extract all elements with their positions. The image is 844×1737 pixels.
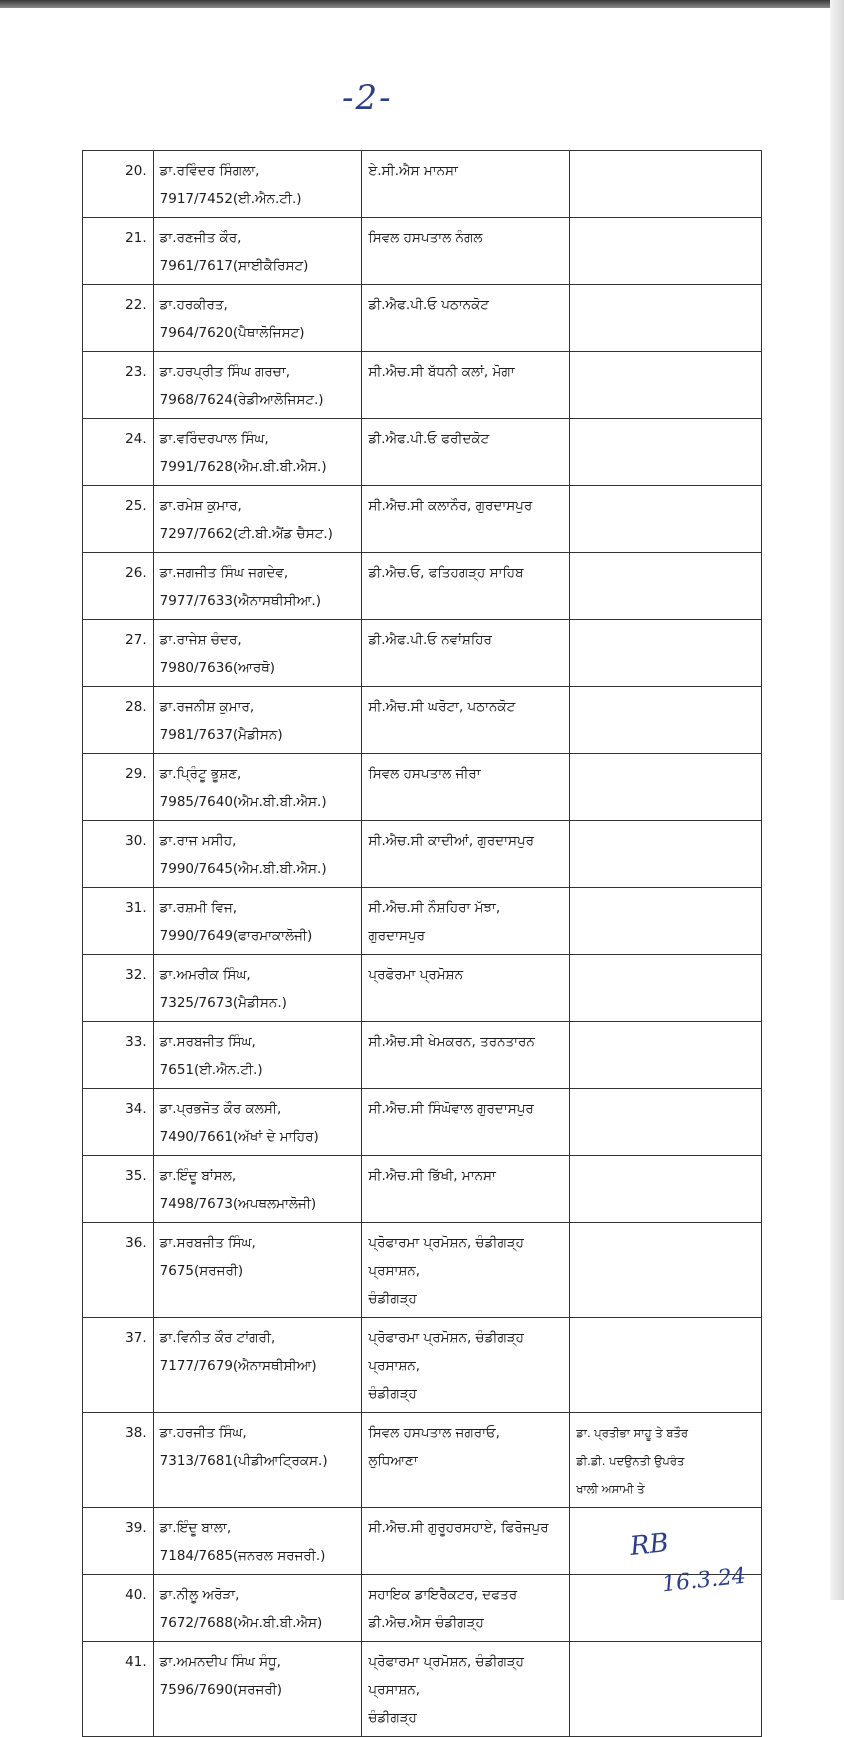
posting-place: ਪ੍ਰਫੋਰਮਾ ਪ੍ਰਮੋਸ਼ਨ — [368, 967, 464, 983]
doctor-cell — [153, 821, 362, 888]
remark-cell — [570, 955, 762, 1022]
serial-number: 31. — [83, 888, 154, 955]
doctor-name: ਡਾ.ਰਾਜੇਸ਼ ਚੰਦਰ, — [159, 632, 242, 648]
posting-place: ਸੀ.ਐਚ.ਸੀ ਕਾਦੀਆਂ, ਗੁਰਦਾਸਪੁਰ — [368, 833, 535, 849]
table-row — [83, 955, 762, 1022]
doctor-cell — [153, 419, 362, 486]
doctor-code-speciality: 7675(ਸਰਜਰੀ) — [159, 1263, 244, 1279]
remark-text: ਡਾ. ਪ੍ਰਤੀਭਾ ਸਾਹੂ ਤੇ ਬਤੌਰ — [576, 1426, 689, 1440]
serial-number: 23. — [83, 352, 154, 419]
doctor-name: ਡਾ.ਜਗਜੀਤ ਸਿੰਘ ਜਗਦੇਵ, — [159, 565, 289, 581]
serial-number: 38. — [83, 1413, 154, 1508]
remark-text-line3: ਖਾਲੀ ਅਸਾਮੀ ਤੇ — [576, 1482, 645, 1496]
serial-number: 28. — [83, 687, 154, 754]
doctor-name: ਡਾ.ਨੀਲੂ ਅਰੋੜਾ, — [159, 1587, 240, 1603]
posting-cell — [362, 1508, 570, 1575]
remark-cell — [570, 687, 762, 754]
serial-number: 29. — [83, 754, 154, 821]
posting-cell — [362, 1022, 570, 1089]
posting-place: ਸੀ.ਐਚ.ਸੀ ਨੌਸ਼ਹਿਰਾ ਮੱਝਾ, — [368, 900, 501, 916]
posting-place: ਏ.ਸੀ.ਐਸ ਮਾਨਸਾ — [368, 163, 458, 179]
remark-cell — [570, 486, 762, 553]
table-row — [83, 687, 762, 754]
posting-cell — [362, 1223, 570, 1318]
remark-cell — [570, 754, 762, 821]
posting-place: ਸਿਵਲ ਹਸਪਤਾਲ ਜਗਰਾਓ, — [368, 1425, 500, 1441]
posting-cell — [362, 888, 570, 955]
table-row — [83, 1642, 762, 1737]
doctor-code-speciality: 7977/7633(ਐਨਾਸਥੀਸੀਆ.) — [159, 593, 321, 609]
doctor-cell — [153, 1318, 362, 1413]
remark-cell — [570, 1089, 762, 1156]
doctor-code-speciality: 7490/7661(ਅੱਖਾਂ ਦੇ ਮਾਹਿਰ) — [159, 1129, 319, 1145]
serial-number: 40. — [83, 1575, 154, 1642]
signature-date: 16.3.24 — [660, 1563, 748, 1598]
doctor-name: ਡਾ.ਹਰਜੀਤ ਸਿੰਘ, — [159, 1425, 247, 1441]
table-row — [83, 352, 762, 419]
doctor-cell — [153, 687, 362, 754]
table-row — [83, 1089, 762, 1156]
posting-cell — [362, 218, 570, 285]
doctor-code-speciality: 7596/7690(ਸਰਜਰੀ) — [159, 1682, 283, 1698]
remark-cell — [570, 285, 762, 352]
table-row — [83, 1575, 762, 1642]
doctor-cell — [153, 352, 362, 419]
posting-cell — [362, 754, 570, 821]
handwritten-signature: RB — [628, 1528, 671, 1562]
posting-cell — [362, 151, 570, 218]
doctor-code-speciality: 7177/7679(ਐਨਾਸਥੀਸੀਆ) — [159, 1358, 317, 1374]
doctor-name: ਡਾ.ਰਾਜ ਮਸੀਹ, — [159, 833, 237, 849]
posting-place: ਸੀ.ਐਚ.ਸੀ ਖੇਮਕਰਨ, ਤਰਨਤਾਰਨ — [368, 1034, 535, 1050]
posting-cell — [362, 1156, 570, 1223]
remark-cell — [570, 821, 762, 888]
doctor-code-speciality: 7985/7640(ਐਮ.ਬੀ.ਬੀ.ਐਸ.) — [159, 794, 327, 810]
doctor-name: ਡਾ.ਰਣਜੀਤ ਕੌਰ, — [159, 230, 242, 246]
doctor-name: ਡਾ.ਅਮਰੀਕ ਸਿੰਘ, — [159, 967, 251, 983]
doctor-cell — [153, 151, 362, 218]
doctor-cell — [153, 1223, 362, 1318]
posting-place: ਡੀ.ਐਫ.ਪੀ.ਓ ਨਵਾਂਸ਼ਹਿਰ — [368, 632, 492, 648]
table-row — [83, 285, 762, 352]
posting-place: ਸੀ.ਐਚ.ਸੀ ਗੁਰੂਹਰਸਹਾਏ, ਫਿਰੋਜਪੁਰ — [368, 1520, 549, 1536]
remark-cell — [570, 1223, 762, 1318]
posting-cell — [362, 553, 570, 620]
remark-cell — [570, 1642, 762, 1737]
doctor-code-speciality: 7990/7645(ਐਮ.ਬੀ.ਬੀ.ਐਸ.) — [159, 861, 327, 877]
doctor-cell — [153, 486, 362, 553]
remark-cell — [570, 1413, 762, 1508]
serial-number: 34. — [83, 1089, 154, 1156]
doctor-code-speciality: 7672/7688(ਐਮ.ਬੀ.ਬੀ.ਐਸ) — [159, 1615, 323, 1631]
doctor-name: ਡਾ.ਰਜਨੀਸ਼ ਕੁਮਾਰ, — [159, 699, 255, 715]
serial-number: 37. — [83, 1318, 154, 1413]
doctor-cell — [153, 620, 362, 687]
doctor-name: ਡਾ.ਅਮਨਦੀਪ ਸਿੰਘ ਸੰਧੂ, — [159, 1654, 281, 1670]
posting-place-line2: ਚੰਡੀਗੜ੍ਹ — [368, 1291, 417, 1307]
doctor-cell — [153, 1156, 362, 1223]
doctor-code-speciality: 7297/7662(ਟੀ.ਬੀ.ਐਂਡ ਚੈਸਟ.) — [159, 526, 333, 542]
doctor-cell — [153, 285, 362, 352]
remark-cell — [570, 1318, 762, 1413]
posting-cell — [362, 821, 570, 888]
table-row — [83, 1413, 762, 1508]
doctor-cell — [153, 1642, 362, 1737]
doctor-code-speciality: 7991/7628(ਐਮ.ਬੀ.ਬੀ.ਐਸ.) — [159, 459, 327, 475]
posting-cell — [362, 1318, 570, 1413]
doctor-name: ਡਾ.ਪ੍ਰਭਜੋਤ ਕੌਰ ਕਲਸੀ, — [159, 1101, 282, 1117]
posting-place: ਸਿਵਲ ਹਸਪਤਾਲ ਜੀਰਾ — [368, 766, 481, 782]
posting-place: ਸੀ.ਐਚ.ਸੀ ਸਿੰਘੋਵਾਲ ਗੁਰਦਾਸਪੁਰ — [368, 1101, 534, 1117]
serial-number: 25. — [83, 486, 154, 553]
doctor-cell — [153, 1508, 362, 1575]
posting-place-line2: ਲੁਧਿਆਣਾ — [368, 1453, 418, 1469]
doctor-name: ਡਾ.ਹਰਪ੍ਰੀਤ ਸਿੰਘ ਗਰਚਾ, — [159, 364, 291, 380]
posting-cell — [362, 687, 570, 754]
doctor-code-speciality: 7498/7673(ਅਪਥਲਮਾਲੋਜੀ) — [159, 1196, 317, 1212]
doctor-name: ਡਾ.ਇੰਦੂ ਬਾਲਾ, — [159, 1520, 232, 1536]
doctor-cell — [153, 754, 362, 821]
posting-cell — [362, 486, 570, 553]
doctor-code-speciality: 7651(ਈ.ਐਨ.ਟੀ.) — [159, 1062, 263, 1078]
doctor-code-speciality: 7968/7624(ਰੇਡੀਆਲੋਜਿਸਟ.) — [159, 392, 324, 408]
serial-number: 22. — [83, 285, 154, 352]
remark-cell — [570, 419, 762, 486]
posting-table-body — [83, 151, 762, 1737]
doctor-name: ਡਾ.ਰਸ਼ਮੀ ਵਿਜ, — [159, 900, 238, 916]
doctor-name: ਡਾ.ਵਰਿੰਦਰਪਾਲ ਸਿੰਘ, — [159, 431, 269, 447]
remark-cell — [570, 1022, 762, 1089]
remark-cell — [570, 352, 762, 419]
page-number: -2- — [342, 78, 393, 118]
table-row — [83, 620, 762, 687]
posting-place: ਡੀ.ਐਫ.ਪੀ.ਓ ਫਰੀਦਕੋਟ — [368, 431, 490, 447]
doctor-name: ਡਾ.ਹਰਕੀਰਤ, — [159, 297, 228, 313]
posting-place: ਸੀ.ਐਚ.ਸੀ ਕਲਾਨੌਰ, ਗੁਰਦਾਸਪੁਰ — [368, 498, 533, 514]
doctor-name: ਡਾ.ਸਰਬਜੀਤ ਸਿੰਘ, — [159, 1034, 256, 1050]
serial-number: 30. — [83, 821, 154, 888]
remark-cell — [570, 218, 762, 285]
posting-place-line2: ਡੀ.ਐਚ.ਐਸ ਚੰਡੀਗੜ੍ਹ — [368, 1615, 484, 1631]
posting-place: ਪ੍ਰੋਫਾਰਮਾ ਪ੍ਰਮੋਸ਼ਨ, ਚੰਡੀਗੜ੍ਹ ਪ੍ਰਸਾਸ਼ਨ, — [368, 1330, 524, 1374]
table-row — [83, 1156, 762, 1223]
posting-cell — [362, 620, 570, 687]
posting-place-line2: ਗੁਰਦਾਸਪੁਰ — [368, 928, 426, 944]
doctor-name: ਡਾ.ਇੰਦੂ ਬਾਂਸਲ, — [159, 1168, 237, 1184]
table-row — [83, 419, 762, 486]
doctor-code-speciality: 7961/7617(ਸਾਈਕੈਰਿਸਟ) — [159, 258, 309, 274]
posting-place: ਸੀ.ਐਚ.ਸੀ ਬੱਧਨੀ ਕਲਾਂ, ਮੋਗਾ — [368, 364, 515, 380]
posting-cell — [362, 1089, 570, 1156]
doctor-cell — [153, 553, 362, 620]
doctor-code-speciality: 7184/7685(ਜਨਰਲ ਸਰਜਰੀ.) — [159, 1548, 326, 1564]
posting-place-line2: ਚੰਡੀਗੜ੍ਹ — [368, 1386, 417, 1402]
posting-cell — [362, 1413, 570, 1508]
posting-place: ਸਹਾਇਕ ਡਾਇਰੈਕਟਰ, ਦਫਤਰ — [368, 1587, 518, 1603]
serial-number: 20. — [83, 151, 154, 218]
doctor-name: ਡਾ.ਰਮੇਸ਼ ਕੁਮਾਰ, — [159, 498, 242, 514]
posting-place: ਸਿਵਲ ਹਸਪਤਾਲ ਨੰਗਲ — [368, 230, 483, 246]
posting-cell — [362, 955, 570, 1022]
doctor-name: ਡਾ.ਪ੍ਰਿੰਟੂ ਭੂਸ਼ਣ, — [159, 766, 242, 782]
posting-place: ਸੀ.ਐਚ.ਸੀ ਭਿੱਖੀ, ਮਾਨਸਾ — [368, 1168, 496, 1184]
remark-cell — [570, 151, 762, 218]
table-row — [83, 151, 762, 218]
doctor-name: ਡਾ.ਸਰਬਜੀਤ ਸਿੰਘ, — [159, 1235, 256, 1251]
serial-number: 35. — [83, 1156, 154, 1223]
serial-number: 32. — [83, 955, 154, 1022]
posting-place: ਸੀ.ਐਚ.ਸੀ ਘਰੋਟਾ, ਪਠਾਨਕੋਟ — [368, 699, 516, 715]
doctor-name: ਡਾ.ਵਿਨੀਤ ਕੌਰ ਟਾਂਗਰੀ, — [159, 1330, 276, 1346]
posting-place: ਪ੍ਰੋਫਾਰਮਾ ਪ੍ਰਮੋਸ਼ਨ, ਚੰਡੀਗੜ੍ਹ ਪ੍ਰਸਾਸ਼ਨ, — [368, 1654, 524, 1698]
serial-number: 33. — [83, 1022, 154, 1089]
doctor-cell — [153, 888, 362, 955]
remark-text-line2: ਡੀ.ਡੀ. ਪਦਉਨਤੀ ਉਪਰੰਤ — [576, 1454, 685, 1468]
doctor-cell — [153, 1022, 362, 1089]
serial-number: 36. — [83, 1223, 154, 1318]
serial-number: 39. — [83, 1508, 154, 1575]
posting-table — [82, 150, 762, 1737]
doctor-code-speciality: 7964/7620(ਪੈਥਾਲੋਜਿਸਟ) — [159, 325, 305, 341]
table-row — [83, 821, 762, 888]
doctor-cell — [153, 1575, 362, 1642]
table-row — [83, 553, 762, 620]
table-row — [83, 1022, 762, 1089]
table-row — [83, 888, 762, 955]
serial-number: 24. — [83, 419, 154, 486]
remark-cell — [570, 553, 762, 620]
posting-cell — [362, 1575, 570, 1642]
remark-cell — [570, 1156, 762, 1223]
posting-cell — [362, 419, 570, 486]
posting-place: ਡੀ.ਐਫ.ਪੀ.ਓ ਪਠਾਨਕੋਟ — [368, 297, 489, 313]
table-row — [83, 1223, 762, 1318]
doctor-code-speciality: 7980/7636(ਆਰਥੋ) — [159, 660, 276, 676]
posting-cell — [362, 1642, 570, 1737]
doctor-name: ਡਾ.ਰਵਿੰਦਰ ਸਿੰਗਲਾ, — [159, 163, 260, 179]
posting-place-line2: ਚੰਡੀਗੜ੍ਹ — [368, 1710, 417, 1726]
doctor-code-speciality: 7917/7452(ਈ.ਐਨ.ਟੀ.) — [159, 191, 302, 207]
posting-place: ਡੀ.ਐਚ.ਓ, ਫਤਿਹਗੜ੍ਹ ਸਾਹਿਬ — [368, 565, 524, 581]
table-row — [83, 754, 762, 821]
serial-number: 27. — [83, 620, 154, 687]
posting-place: ਪ੍ਰੋਫਾਰਮਾ ਪ੍ਰਮੋਸ਼ਨ, ਚੰਡੀਗੜ੍ਹ ਪ੍ਰਸਾਸ਼ਨ, — [368, 1235, 524, 1279]
doctor-cell — [153, 955, 362, 1022]
doctor-cell — [153, 218, 362, 285]
doctor-cell — [153, 1413, 362, 1508]
remark-cell — [570, 888, 762, 955]
paper-edge-shadow — [830, 0, 844, 1600]
photo-top-edge — [0, 0, 844, 8]
posting-cell — [362, 352, 570, 419]
doctor-code-speciality: 7325/7673(ਮੈਡੀਸਨ.) — [159, 995, 287, 1011]
doctor-cell — [153, 1089, 362, 1156]
table-row — [83, 218, 762, 285]
table-row — [83, 1318, 762, 1413]
serial-number: 21. — [83, 218, 154, 285]
doctor-code-speciality: 7313/7681(ਪੀਡੀਆਟ੍ਰਿਕਸ.) — [159, 1453, 328, 1469]
posting-cell — [362, 285, 570, 352]
serial-number: 41. — [83, 1642, 154, 1737]
doctor-code-speciality: 7981/7637(ਮੈਡੀਸਨ) — [159, 727, 283, 743]
remark-cell — [570, 620, 762, 687]
doctor-code-speciality: 7990/7649(ਫਾਰਮਾਕਾਲੋਜੀ) — [159, 928, 313, 944]
serial-number: 26. — [83, 553, 154, 620]
table-row — [83, 486, 762, 553]
